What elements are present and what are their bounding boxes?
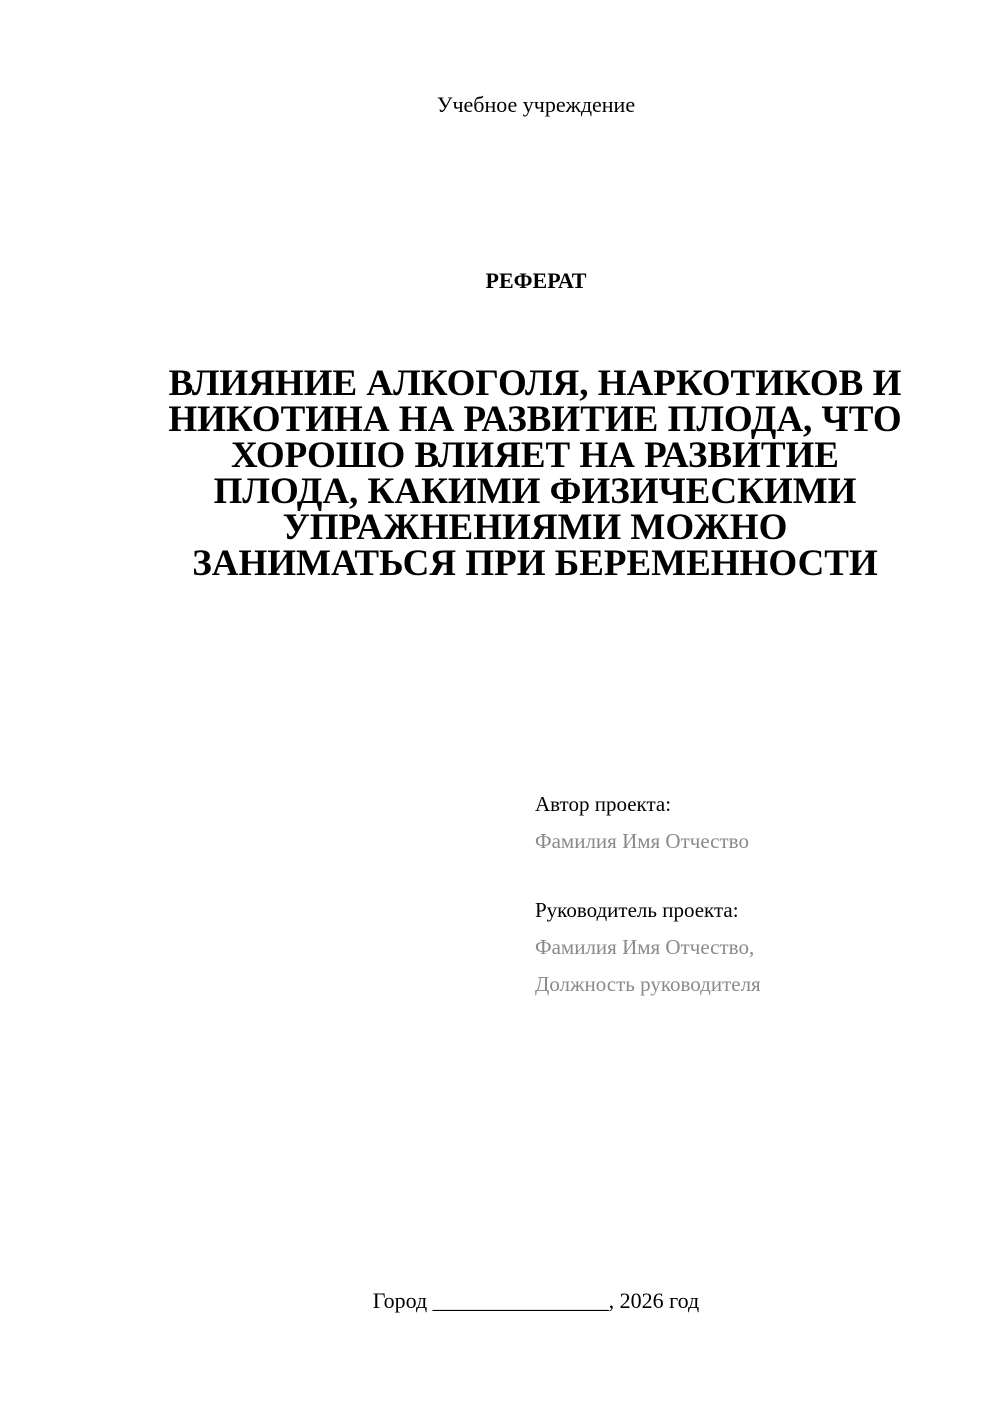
institution-name: Учебное учреждение [436, 92, 636, 117]
title-line: ХОРОШО ВЛИЯЕТ НА РАЗВИТИЕ [231, 435, 839, 476]
title-line: УПРАЖНЕНИЯМИ МОЖНО [282, 507, 788, 548]
title-line: ЗАНИМАТЬСЯ ПРИ БЕРЕМЕННОСТИ [192, 543, 878, 584]
document-type: РЕФЕРАТ [485, 268, 587, 293]
document-title [140, 363, 930, 584]
title-line: НИКОТИНА НА РАЗВИТИЕ ПЛОДА, ЧТО [168, 399, 902, 440]
supervisor-block [535, 892, 761, 1003]
supervisor-position: Должность руководителя [535, 972, 761, 996]
author-label: Автор проекта: [535, 792, 672, 816]
supervisor-name: Фамилия Имя Отчество, [535, 935, 755, 959]
author-block [535, 786, 749, 860]
title-line: ПЛОДА, КАКИМИ ФИЗИЧЕСКИМИ [213, 471, 857, 512]
supervisor-label: Руководитель проекта: [535, 898, 739, 922]
title-line: ВЛИЯНИЕ АЛКОГОЛЯ, НАРКОТИКОВ И [168, 363, 902, 404]
author-name: Фамилия Имя Отчество [535, 829, 749, 853]
city-year-line: Город ________________, 2026 год [372, 1288, 700, 1313]
